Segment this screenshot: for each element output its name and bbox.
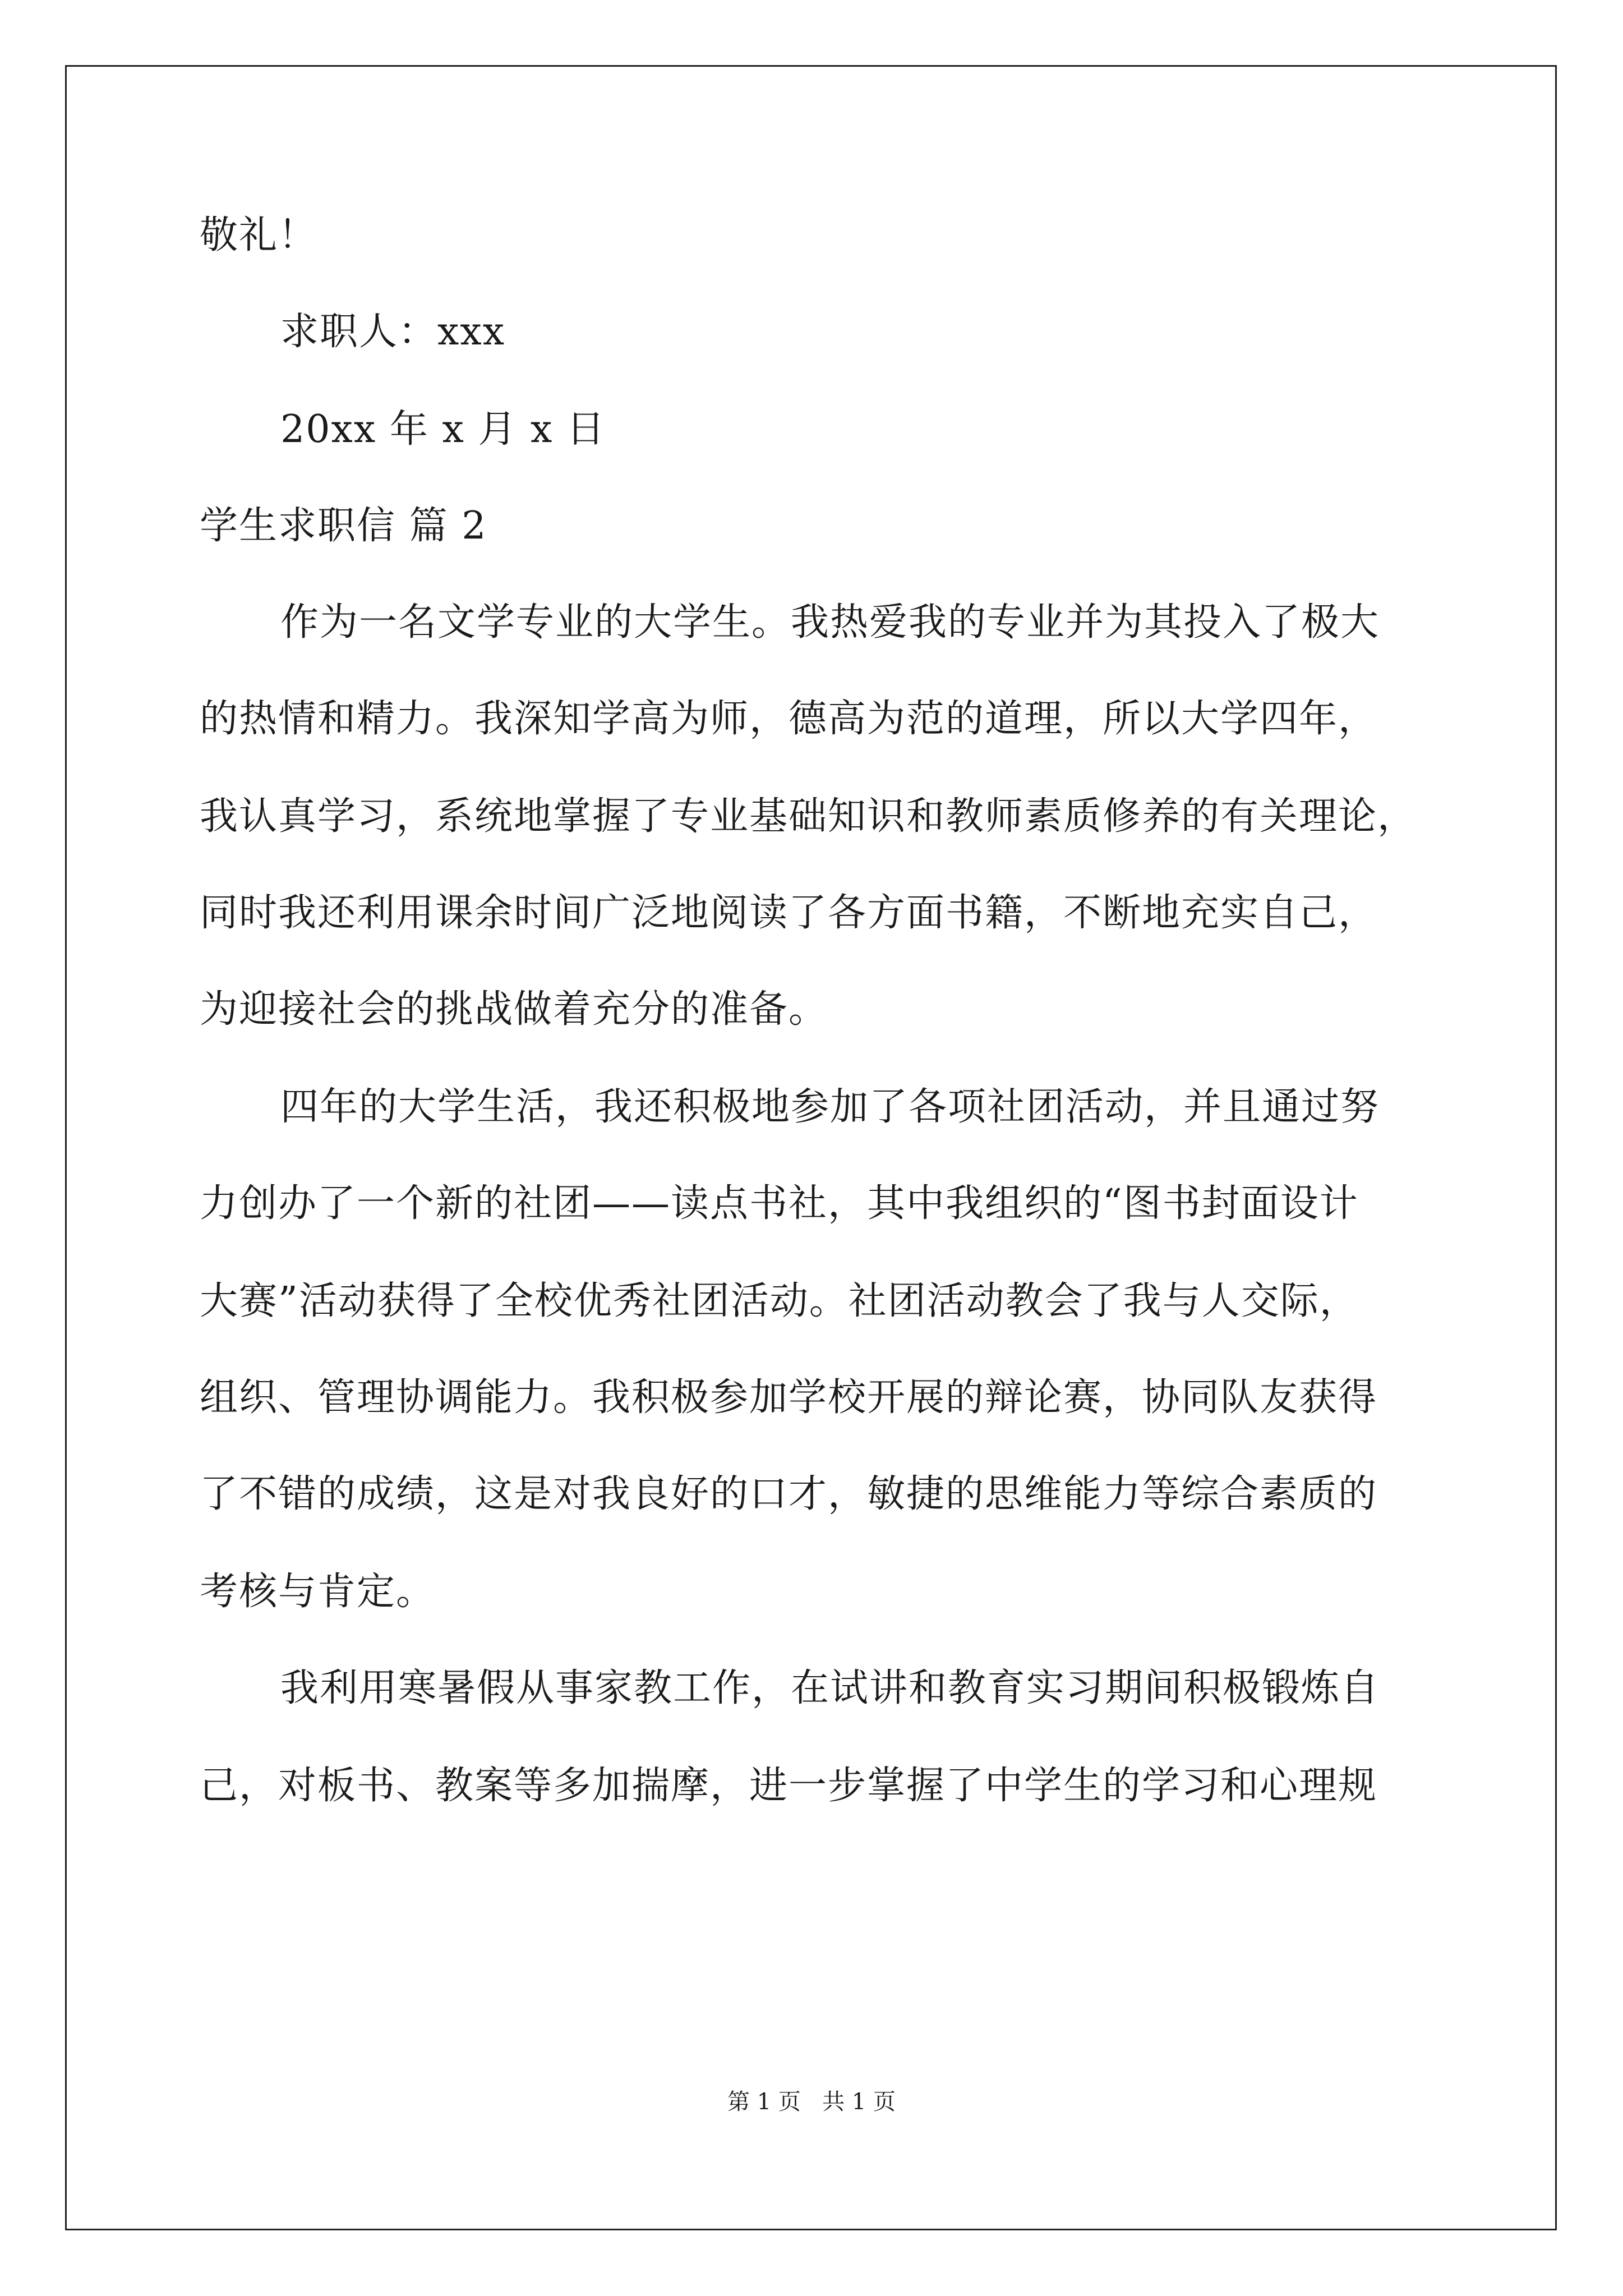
paragraph-line: 我利用寒暑假从事家教工作，在试讲和教育实习期间积极锻炼自 <box>280 1666 1380 1710</box>
signature-date: 20xx 年 x 月 x 日 <box>280 407 606 452</box>
paragraph-line: 作为一名文学专业的大学生。我热爱我的专业并为其投入了极大 <box>280 600 1380 645</box>
section-heading: 学生求职信 篇 2 <box>200 504 487 548</box>
page-border <box>65 65 1557 2230</box>
paragraph-line: 四年的大学生活，我还积极地参加了各项社团活动，并且通过努 <box>280 1085 1380 1129</box>
paragraph-line: 组织、管理协调能力。我积极参加学校开展的辩论赛，协同队友获得 <box>200 1375 1378 1420</box>
paragraph-line: 了不错的成绩，这是对我良好的口才，敏捷的思维能力等综合素质的 <box>200 1472 1378 1516</box>
paragraph-line: 同时我还利用课余时间广泛地阅读了各方面书籍，不断地充实自己， <box>200 891 1378 935</box>
closing-salutation: 敬礼！ <box>200 213 318 257</box>
paragraph-line: 力创办了一个新的社团——读点书社，其中我组织的“图书封面设计 <box>200 1181 1359 1226</box>
paragraph-line: 考核与肯定。 <box>200 1570 436 1614</box>
paragraph-line: 为迎接社会的挑战做着充分的准备。 <box>200 987 828 1032</box>
paragraph-line: 大赛”活动获得了全校优秀社团活动。社团活动教会了我与人交际， <box>200 1279 1359 1323</box>
paragraph-line: 的热情和精力。我深知学高为师，德高为范的道理，所以大学四年， <box>200 697 1378 741</box>
page-number-footer: 第 1 页 共 1 页 <box>727 2089 896 2115</box>
paragraph-line: 己，对板书、教案等多加揣摩，进一步掌握了中学生的学习和心理规 <box>200 1764 1378 1808</box>
signature-applicant: 求职人：xxx <box>280 310 506 354</box>
paragraph-line: 我认真学习，系统地掌握了专业基础知识和教师素质修养的有关理论， <box>200 794 1417 839</box>
